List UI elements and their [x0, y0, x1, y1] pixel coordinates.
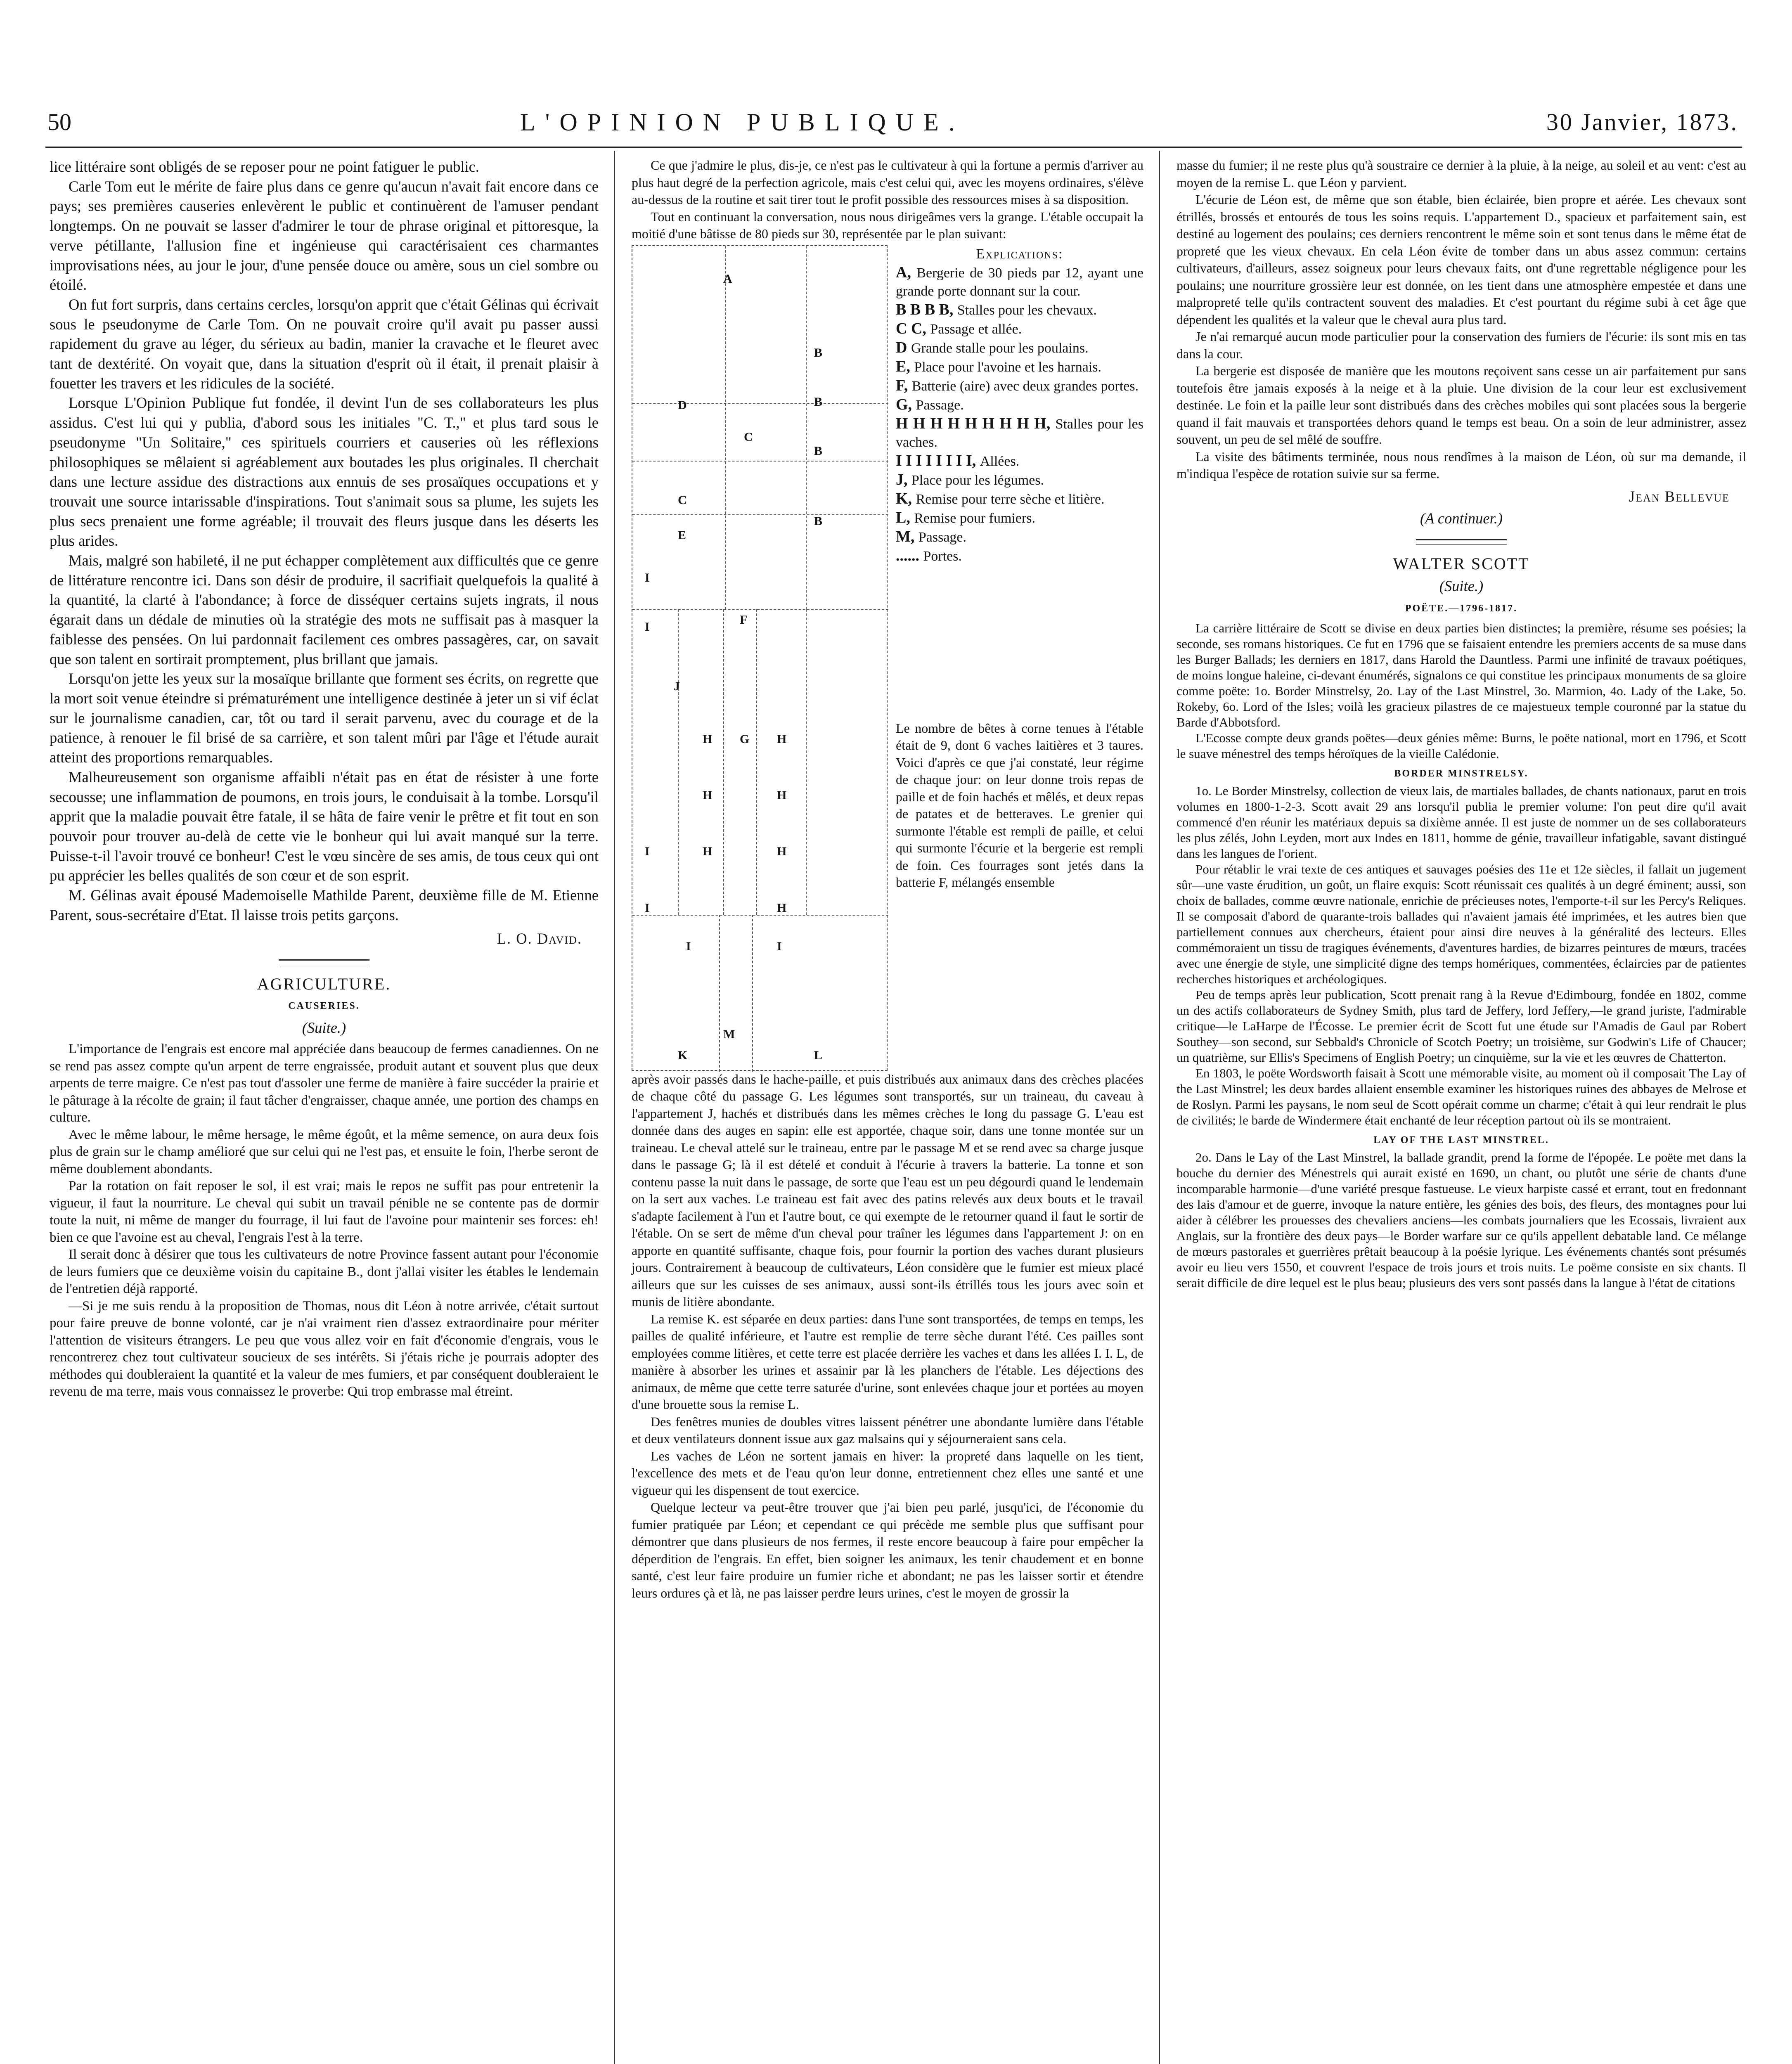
paragraph: Lorsque L'Opinion Publique fut fondée, il devint l'un de ses collaborateurs les plus assidus. C'est lui qui y publia, d'abord sous les initiales "C. T.," et plus tard sous le pseudonyme "Un Solitaire," ces spirituels courriers et causeries où les réflexions philosophiques se mêlaient si agréablement aux boutades les plus originales. Il cherchait dans une lecture assidue des distractions aux ennuis de ses prosaïques occupations et y trouvait une source intarissable d'inspirations. Tout s'animait sous sa plume, les sujets les plus secs prenaient une forme agréable; il trouvait des fleurs jusque dans les déserts les plus arides. — [50, 394, 599, 549]
paragraph: La carrière littéraire de Scott se divise en deux parties bien distinctes; la première, résume ses poésies; la seconde, ses romans historiques. Ce fut en 1796 que se faisaient entendre les premiers accents de sa muse dans les Burger Ballads; les derniers en 1817, dans Harold the Dauntless. Parmi une infinité de travaux poétiques, de moins longue haleine, ci-devant énumérés, signalons ce qui constitue les principaux monuments de sa gloire comme poëte: 1o. Border Minstrelsy, 2o. Lay of the Last Minstrel, 3o. Marmion, 4o. Lady of the Lake, 5o. Rokeby, 6o. Lord of the Isles; voilà les gracieux pilastres de ce majestueux temple couronné par la statue du Barde d'Abbotsford. — [1177, 621, 1746, 730]
plan-letter: H — [777, 732, 787, 746]
plan-explanation-item — [896, 301, 1143, 320]
paragraph: —Si je me suis rendu à la proposition de Thomas, nous dit Léon à notre arrivée, c'était surtout pour faire preuve de bonne volonté, car je n'ai vraiment rien d'assez extraordinaire pour mériter l'attention de visiteurs étrangers. Le peu que vous allez voir en fait d'économie d'engrais, vous le rencontrerez chez tout cultivateur soucieux de ses intérêts. Si j'étais riche je pourrais adopter des méthodes qui doubleraient la quantité et la valeur de mes fumiers, et par conséquent doubleraient le revenu de ma terre, mais vous connaissez le proverbe: Qui trop embrasse mal étreint. — [50, 1298, 599, 1399]
paragraph: après avoir passés dans le hache-paille, et puis distribués aux animaux dans des crèches placées de chaque côté du passage G. Les légumes sont transportés, sur un traineau, du caveau à l'appartement J, hachés et distribués dans les mêmes crèches le long du passage G. L'eau est donnée dans des auges en sapin: elle est apportée, chaque soir, dans une tonne montée sur un traineau. Le cheval attelé sur le traineau, entre par le passage M et se rend avec sa charge jusque dans le passage G; là il est dételé et conduit à l'écurie à travers la batterie. La tonne et son contenu passe la nuit dans le passage, de sorte que l'eau est un peu dégourdi quand le lendemain on la sert aux vaches. Le traineau est fait avec des patins relevés aux deux bouts et le travail s'adapte facilement à l'un et l'autre bout, ce qui exempte de le retourner quand il faut le sortir de l'étable. On se sert de même d'un cheval pour traîner les légumes dans l'appartement J: on en apporte en quantité suffisante, chaque fois, pour fournir la portion des vaches durant plusieurs jours. Contrairement à beaucoup de cultivateurs, Léon considère que le fumier est mieux placé ailleurs que sur les cuisses de ses animaux, aussi sont-ils étrillés tous les jours avec soin et munis de litière abondante. — [632, 1071, 1143, 1309]
plan-explanation-item — [896, 528, 1143, 547]
plan-explanation-item — [896, 490, 1143, 509]
plan-key: H H H H H H H H H, — [896, 414, 1056, 432]
subsection-title: LAY OF THE LAST MINSTREL. — [1373, 1135, 1549, 1146]
plan-letter: H — [703, 788, 713, 802]
plan-key: E, — [896, 357, 914, 375]
plan-explanation-item — [896, 338, 1143, 357]
plan-key-description: Passage et allée. — [930, 321, 1022, 337]
issue-date: 30 Janvier, 1873. — [1546, 109, 1738, 135]
paragraph: Avec le même labour, le même hersage, le même égoût, et la même semence, on aura deux fois plus de grain sur le champ amélioré que sur celui qui ne l'est pas, et ensuite le foin, l'herbe seront de même doublement abondants. — [50, 1127, 599, 1176]
plan-letter: I — [645, 845, 650, 859]
paragraph: M. Gélinas avait épousé Mademoiselle Mathilde Parent, deuxième fille de M. Etienne Parent, sous-secrétaire d'Etat. Il laisse trois petits garçons. — [50, 887, 599, 923]
paragraph: Par la rotation on fait reposer le sol, il est vrai; mais le repos ne suffit pas pour entretenir la vigueur, il faut la nourriture. Le cheval qui subit un travail pénible ne se contente pas de dormir toute la nuit, ni même de manger du fourrage, il lui faut de l'avoine pour maintenir ses forces: eh! bien ce que l'avoine est au cheval, l'engrais l'est à la terre. — [50, 1179, 599, 1245]
paragraph: masse du fumier; il ne reste plus qu'à soustraire ce dernier à la pluie, à la neige, au soleil et au vent: c'est au moyen de la remise L. que Léon y parvient. — [1177, 158, 1746, 190]
plan-key: G, — [896, 395, 916, 413]
plan-letter: B — [814, 346, 823, 360]
header-rule — [45, 147, 1742, 148]
plan-letter: A — [723, 272, 732, 286]
barn-plan — [632, 245, 1143, 1600]
plan-key: L, — [896, 509, 914, 526]
plan-key-description: Stalles pour les chevaux. — [957, 302, 1097, 318]
plan-letter: H — [777, 845, 787, 859]
plan-key-description: Bergerie de 30 pieds par 12, ayant une grande porte donnant sur la cour. — [896, 265, 1143, 299]
plan-key-description: Allées. — [980, 453, 1020, 469]
plan-letter: H — [703, 732, 713, 746]
plan-key: J, — [896, 471, 911, 488]
plan-letter: B — [814, 514, 823, 528]
paragraph: On fut fort surpris, dans certains cercles, lorsqu'on apprit que c'était Gélinas qui écrivait sous le pseudonyme de Carle Tom. On ne pouvait croire qu'il avait pu passer aussi rapidement du grave au léger, du sérieux au badin, manier la cravache et le fleuret avec tant de dextérité. On voyait que, dans la situation d'esprit où il était, il prenait plaisir à fouetter les travers et les ridicules de la société. — [50, 296, 599, 392]
barn-plan-figure — [632, 245, 888, 1071]
plan-letter: H — [703, 845, 713, 859]
plan-key-description: Passage. — [918, 529, 967, 545]
page-number: 50 — [47, 109, 71, 135]
paragraph: Les vaches de Léon ne sortent jamais en hiver: la propreté dans laquelle on les tient, l'excellence des mets et de l'eau qu'on leur donne, entretiennent chez elles une santé et une vigueur qui les dispensent de tout exercice. — [632, 1448, 1143, 1498]
paragraph: La bergerie est disposée de manière que les moutons reçoivent sans cesse un air parfaitement pur sans toutefois être jamais exposés à la neige et à la pluie. Une division de la cour leur est exclusivement destinée. Le foin et la paille leur sont distribués dans des crèches mobiles qui sont placées sous la bergerie quand il fait mauvais et transportées dehors quand le temps est beau. On a soin de leur administrer, assez souvent, un peu de sel mêlé de souffre. — [1177, 363, 1746, 447]
subsection-title: BORDER MINSTRELSY. — [1394, 768, 1529, 779]
plan-letter: I — [645, 570, 650, 585]
page-header — [0, 0, 1792, 136]
plan-key-description: Grande stalle pour les poulains. — [911, 340, 1089, 356]
paragraph: lice littéraire sont obligés de se reposer pour ne point fatiguer le public. — [50, 158, 479, 175]
continued-note: (A continuer.) — [1420, 510, 1503, 527]
paragraph: Des fenêtres munies de doubles vitres laissent pénétrer une abondante lumière dans l'étable et deux ventilateurs donnent issue aux gaz malsains qui y séjourneraient sans cela. — [632, 1414, 1143, 1446]
plan-explanation-item — [896, 414, 1143, 452]
paragraph: 1o. Le Border Minstrelsy, collection de vieux lais, de martiales ballades, de chants nationaux, parut en trois volumes en 1800-1-2-3. Scott avait 29 ans lorsqu'il publia le premier volume: l'on peut dire qu'il avait commencé d'en réunir les matériaux depuis sa dixième année. Il est juste de nommer un de ses collaborateurs les plus zélés, John Leyden, mort aux Indes en 1811, homme de génie, travailleur infatigable, savant distingué dans les langues de l'orient. — [1177, 783, 1746, 861]
plan-letter: L — [814, 1048, 823, 1062]
plan-letter: D — [678, 398, 687, 412]
paragraph: La remise K. est séparée en deux parties: dans l'une sont transportées, de temps en temps, les pailles de qualité inférieure, et l'autre est remplie de terre sèche durant l'été. Ces pailles sont employées comme litières, et cette terre est placée derrière les vaches et dans les allées I. I. L, de manière à absorber les urines et assainir par là les planchers de l'étable. Les déjections des animaux, de même que cette terre saturée d'urine, sont enlevées chaque jour et portées au moyen d'une brouette sous la remise L. — [632, 1311, 1143, 1412]
paragraph: Ce que j'admire le plus, dis-je, ce n'est pas le cultivateur à qui la fortune a permis d'arriver au plus haut degré de la perfection agricole, mais c'est celui qui, avec les moyens ordinaires, s'élève au-dessus de la routine et sait tirer tout le profit possible des ressources mises à sa disposition. — [632, 158, 1143, 207]
section-subtitle: CAUSERIES. — [288, 1000, 360, 1011]
plan-letter: G — [740, 732, 750, 746]
plan-key-description: Batterie (aire) avec deux grandes portes. — [911, 378, 1139, 394]
author-signature: Jean Bellevue — [1629, 488, 1730, 505]
plan-letter: B — [814, 444, 823, 458]
paragraph: L'écurie de Léon est, de même que son étable, bien éclairée, bien propre et aérée. Les chevaux sont étrillés, brossés et entourés de tous les soins requis. L'appartement D., spacieux et parfaitement sain, est destiné au logement des poulains; ces derniers rencontrent le même soin et sont tenus dans le même état de propreté que les vieux chevaux. En cela Léon évite de tomber dans un abus assez commun: certains cultivateurs, d'ailleurs, assez soigneux pour leurs chevaux faits, ont d'une regrettable négligence pour les poulains; une nourriture grossière leur est donnée, on les tient dans une atmosphère empestée et dans une malpropreté telle qu'ils contractent souvent des maladies. Et c'est pourtant du régime subi à cet âge que dépendent les qualités et la valeur que le cheval aura plus tard. — [1177, 192, 1746, 327]
paragraph: Malheureusement son organisme affaibli n'était pas en état de résister à une forte secousse; une inflammation de poumons, en trois jours, le conduisait à la tombe. Lorsqu'il apprit que la maladie pouvait être fatale, il se hâta de faire venir le prêtre et fit tout en son pouvoir pour trouver au-delà de cette vie le bonheur qui lui avait manqué sur la terre. Puisse-t-il l'avoir trouvé ce bonheur! C'est le vœu sincère de ses amis, de tous ceux qui ont pu apprécier les belles qualités de son cœur et de son esprit. — [50, 768, 599, 884]
plan-key-description: Passage. — [916, 397, 964, 413]
plan-key: A, — [896, 263, 917, 281]
paragraph: Mais, malgré son habileté, il ne put échapper complètement aux difficultés que ce genre de littérature rencontre ici. Dans son désir de produire, il sacrifiait quelquefois la qualité à la quantité, la clarté à l'abondance; à force de disséquer certains sujets ingrats, il nous égarait dans un dédale de minuties où la stratégie des mots ne suffisait pas à masquer la faiblesse des pensées. On lui pardonnait facilement ces ombres passagères, car, on savait que son talent en sortirait promptement, plus brillant que jamais. — [50, 552, 599, 667]
plan-key: D — [896, 338, 911, 356]
section-title: AGRICULTURE. — [257, 975, 391, 994]
paragraph: Lorsqu'on jette les yeux sur la mosaïque brillante que forment ses écrits, on regrette que la mort soit venue éteindre si prématurément une intelligence destinée à jeter un si vif éclat sur le journalisme canadien, car, tôt ou tard il serait parvenu, avec du courage et de la patience, à renouer le fil brisé de sa carrière, et son talent mûri par l'âge et l'étude aurait atteint des proportions remarquables. — [50, 670, 599, 766]
paragraph: En 1803, le poëte Wordsworth faisait à Scott une mémorable visite, au moment où il composait The Lay of the Last Minstrel; les deux bardes allaient ensemble examiner les historiques ruines des abbayes de Melrose et de Roslyn. Parmi les paysans, le nom seul de Scott opérait comme un charme; c'était à qui leur rendrait le plus de civilités; le barde de Windermere était enchanté de leur réception partout où ils se montraient. — [1177, 1066, 1746, 1128]
plan-letter: I — [645, 620, 650, 634]
plan-key-description: Place pour l'avoine et les harnais. — [914, 359, 1101, 375]
explanations-title: Explications: — [976, 246, 1063, 262]
plan-explanation-item — [896, 547, 1143, 566]
plan-letter: I — [686, 940, 691, 954]
section-subtitle: POËTE.—1796-1817. — [1405, 603, 1518, 614]
column-middle — [632, 157, 1143, 1600]
plan-letter: H — [777, 788, 787, 802]
plan-continuation — [632, 1071, 1143, 1602]
column-divider — [614, 151, 615, 2064]
plan-explanation-item — [896, 452, 1143, 471]
plan-letter: H — [777, 901, 787, 915]
section-suite: (Suite.) — [302, 1019, 346, 1036]
paragraph: Je n'ai remarqué aucun mode particulier pour la conservation des fumiers de l'écurie: ils sont mis en tas dans la cour. — [1177, 329, 1746, 361]
plan-key: C C, — [896, 320, 930, 337]
plan-explanation-item — [896, 395, 1143, 414]
plan-letter: J — [674, 679, 680, 694]
column-left — [50, 157, 599, 1401]
column-right — [1177, 157, 1746, 1291]
paragraph: Tout en continuant la conversation, nous nous dirigeâmes vers la grange. L'étable occupait la moitié d'une bâtisse de 80 pieds sur 30, représentée par le plan suivant: — [632, 209, 1143, 241]
plan-letter: I — [645, 901, 650, 915]
plan-letter: E — [678, 528, 686, 542]
paragraph: L'importance de l'engrais est encore mal appréciée dans beaucoup de fermes canadiennes. On ne se rend pas assez compte qu'un arpent de terre engraissée, produit autant et souvent plus que deux arpents de terre maigre. Ce n'est pas tout d'assoler une ferme de manière à faire succéder la prairie et le pâturage à la récolte de grain; il faut tâcher d'engraisser, chaque année, une portion des champs en culture. — [50, 1041, 599, 1125]
paragraph: Carle Tom eut le mérite de faire plus dans ce genre qu'aucun n'avait fait encore dans ce pays; ses premières causeries enlevèrent le public et continuèrent de l'amuser pendant longtemps. On ne pouvait se lasser d'admirer le tour de phrase original et pittoresque, la verve pétillante, l'allusion fine et ingénieuse qui caractérisaient ces charmantes improvisations nées, au jour le jour, d'une pensée douce ou amère, sous un ciel sombre ou étoilé. — [50, 178, 599, 294]
plan-letter: F — [740, 613, 748, 627]
plan-key-description: Place pour les légumes. — [911, 472, 1044, 488]
paragraph: Le nombre de bêtes à corne tenues à l'étable était de 9, dont 6 vaches laitières et 3 taures. Voici d'après ce que j'ai constaté, leur régime de chaque jour: on leur donne trois repas de paille et de foin hachés et mêlés, et deux repas de patates et de betteraves. Le grenier qui surmonte l'étable est rempli de paille, et celui qui surmonte l'écurie et la bergerie est rempli de foin. Ces fourrages sont jetés dans la batterie F, mélangés ensemble — [896, 720, 1143, 890]
plan-explanations — [896, 245, 1143, 566]
plan-letter: I — [777, 940, 782, 954]
section-rule — [1416, 539, 1507, 545]
plan-key: K, — [896, 490, 916, 507]
plan-key: B B B B, — [896, 301, 957, 318]
paragraph: Il serait donc à désirer que tous les cultivateurs de notre Province fassent autant pour l'économie de leurs fumiers que ce deuxième voisin du capitaine B., dont j'allai visiter les étables le lendemain de l'entretien déjà rapporté. — [50, 1247, 599, 1297]
plan-explanation-item — [896, 376, 1143, 395]
plan-key-description: Remise pour terre sèche et litière. — [916, 491, 1105, 507]
plan-explanation-item — [896, 320, 1143, 338]
paragraph: L'Ecosse compte deux grands poëtes—deux génies même: Burns, le poëte national, mort en 1796, et Scott le suave ménestrel des temps héroïques de la vieille Calédonie. — [1177, 731, 1746, 761]
plan-letter: C — [744, 430, 753, 444]
paragraph: Pour rétablir le vrai texte de ces antiques et sauvages poésies des 11e et 12e siècles, il fallait un jugement sûr—une vaste érudition, un goût, un flaire exquis: Scott réunissait ces qualités à un degré éminent; aussi, son choix de ballades, comme œuvre nationale, enrichie de précieuses notes, l'emporte-t-il sur les Percy's Reliques. Il se composait d'abord de quarante-trois ballades qui n'avaient jamais été imprimées, et les autres bien que partiellement connues aux chercheurs, étaient pour ainsi dire neuves à la généralité des lecteurs. Elles commémoraient un tissu de tragiques événements, d'aventures hardies, de bizarres peintures de mœurs, tracées avec une énergie de style, une simplicité digne des temps homériques, commentées, éclaircies par de patientes recherches historiques et archéologiques. — [1177, 862, 1746, 987]
plan-key-description: Remise pour fumiers. — [914, 510, 1036, 526]
paragraph: 2o. Dans le Lay of the Last Minstrel, la ballade grandit, prend la forme de l'épopée. Le poëte met dans la bouche du dernier des Ménestrels qui aurait existé en 1690, un chant, ou plutôt une série de chants d'une incomparable harmonie—d'une variété presque fastueuse. Le vieux harpiste cassé et errant, tout en fredonnant des lais d'amour et de guerre, invoque la nature entière, les génies des bois, des fleurs, des montagnes pour lui aider à célébrer les prouesses des chevaliers anciens—les combats journaliers que les Ecossais, livraient aux Anglais, sur la frontière des deux pays—le Border warfare sur ce qu'ils appellent debatable land. Ce mélange de mœurs pastorales et guerrières prêtait beaucoup à la poésie lyrique. Les événements chantés sont présumés avoir eu lieu vers 1550, et couvrent l'espace de trois jours et trois nuits. Le poëme consiste en six chants. Il serait difficile de dire lequel est le plus beau; plusieurs des vers sont passés dans la langue à l'état de citations — [1177, 1150, 1746, 1290]
column-divider — [1159, 151, 1160, 2064]
section-suite: (Suite.) — [1439, 577, 1484, 594]
plan-key-description: Portes. — [923, 548, 962, 564]
plan-explanation-item — [896, 509, 1143, 528]
section-rule — [279, 959, 369, 965]
plan-letter: M — [723, 1027, 735, 1041]
plan-explanation-item — [896, 357, 1143, 376]
plan-key: I I I I I I I I, — [896, 452, 980, 469]
newspaper-title: L'OPINION PUBLIQUE. — [520, 109, 965, 136]
plan-explanation-item — [896, 263, 1143, 301]
plan-letter: K — [678, 1048, 688, 1062]
paragraph: Peu de temps après leur publication, Scott prenait rang à la Revue d'Edimbourg, fondée en 1802, comme un des actifs collaborateurs de Sydney Smith, plus tard de Jeffery, lord Jeffery,—le grand juriste, l'admirable critique—le LaHarpe de l'Écosse. Le premier écrit de Scott fut une étude sur l'Amadis de Gaul par Robert Southey—son second, sur Sebbald's Chronicle of Scotch Poetry; un troisième, sur Godwin's Life of Chaucer; un quatrième, sur Ellis's Specimens of English Poetry; un cinquième, sur la vie et les œuvres de Chatterton. — [1177, 987, 1746, 1065]
author-signature: L. O. David. — [497, 930, 582, 947]
plan-key: ...... — [896, 547, 923, 564]
paragraph: Quelque lecteur va peut-être trouver que j'ai bien peu parlé, jusqu'ici, de l'économie du fumier pratiquée par Léon; et cependant ce qui précède me semble plus que suffisant pour démontrer que dans plusieurs de nos fermes, il reste encore beaucoup à faire pour empêcher la déperdition de l'engrais. En effet, bien soigner les animaux, les tenir chaudement et en bonne santé, c'est leur faire produire un fumier riche et abondant; ne pas les laisser sortir et étendre leurs ordures çà et là, ne pas laisser perdre leurs urines, c'est le moyen de grossir la — [632, 1500, 1143, 1600]
plan-explanation-item — [896, 471, 1143, 490]
plan-key-description: Stalles pour les vaches. — [896, 416, 1143, 450]
plan-letter: C — [678, 493, 687, 507]
plan-letter: B — [814, 395, 823, 409]
paragraph: La visite des bâtiments terminée, nous nous rendîmes à la maison de Léon, où sur ma demande, il m'indiqua l'espèce de rotation suivie sur sa ferme. — [1177, 449, 1746, 481]
section-title: WALTER SCOTT — [1393, 554, 1530, 573]
plan-key: F, — [896, 376, 912, 394]
plan-key: M, — [896, 528, 918, 545]
